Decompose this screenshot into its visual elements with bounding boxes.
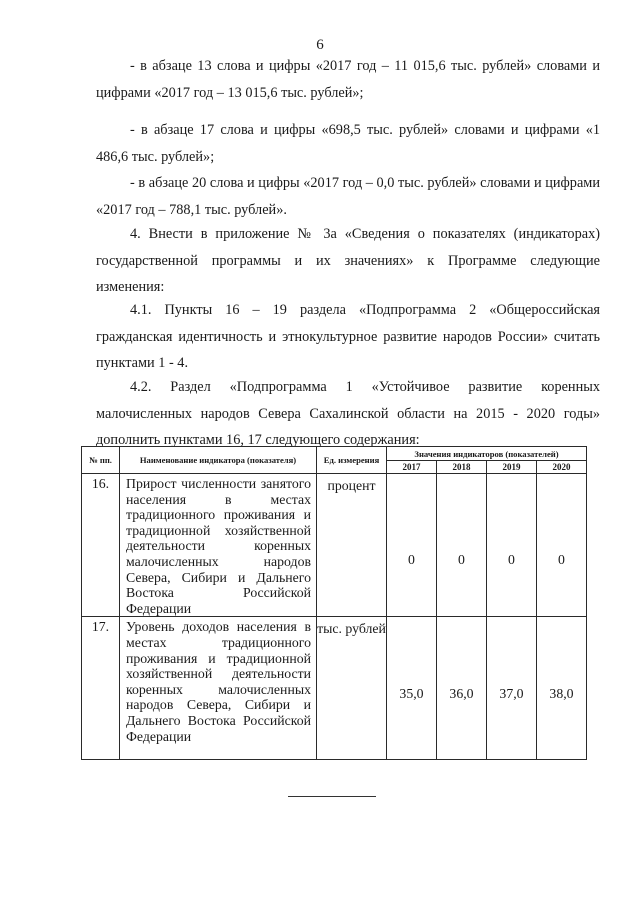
value-cell: 0 (487, 474, 537, 617)
paragraph-clause-20 (96, 170, 600, 223)
table-row (82, 474, 587, 617)
paragraph-item-4 (96, 221, 600, 301)
unit-cell: тыс. рублей (317, 617, 387, 760)
header-unit: Ед. измерения (317, 447, 387, 474)
header-year: 2020 (537, 461, 587, 474)
paragraph-clause-17 (96, 117, 600, 170)
indicators-table (81, 446, 587, 760)
value-cell: 37,0 (487, 617, 537, 760)
header-num: № пп. (82, 447, 120, 474)
header-year: 2017 (387, 461, 437, 474)
paragraph-text: - в абзаце 17 слова и цифры «698,5 тыс. рублей» словами и цифрами «1 486,6 тыс. рублей»; (96, 122, 600, 165)
indicator-name: Уровень доходов населения в местах традиционного проживания и традиционной хозяйственной деятельности коренных малочисленных народов Севера, Сибири и Дальнего Востока Российской Федерации (120, 617, 317, 760)
value-cell: 0 (537, 474, 587, 617)
header-year: 2019 (487, 461, 537, 474)
page-number: 6 (316, 37, 324, 53)
footer-divider (288, 796, 376, 797)
paragraph-clause-13 (96, 53, 600, 106)
header-values-group: Значения индикаторов (показателей) (387, 447, 587, 461)
paragraph-text: 4.2. Раздел «Подпрограмма 1 «Устойчивое развитие коренных малочисленных народов Севера Сахалинской области на 2015 - 2020 годы» дополнить пунктами 16, 17 следующего содержания: (96, 379, 600, 448)
paragraph-text: 4. Внести в приложение № 3а «Сведения о показателях (индикаторах) государственной программы и их значениях» к Программе следующие изменения: (96, 226, 600, 295)
value-cell: 0 (437, 474, 487, 617)
value-cell: 35,0 (387, 617, 437, 760)
paragraph-text: - в абзаце 13 слова и цифры «2017 год – 11 015,6 тыс. рублей» словами и цифрами «2017 год – 13 015,6 тыс. рублей»; (96, 58, 600, 101)
header-year: 2018 (437, 461, 487, 474)
paragraph-text: 4.1. Пункты 16 – 19 раздела «Подпрограмма 2 «Общероссийская гражданская идентичность и этнокультурное развитие народов России» считать пунктами 1 - 4. (96, 302, 600, 371)
table-row (82, 617, 587, 760)
row-number: 17. (82, 617, 120, 760)
indicator-name: Прирост численности занятого населения в местах традиционного проживания и традиционной хозяйственной деятельности коренных малочисленных народов Севера, Сибири и Дальнего Востока Российской Федерации (120, 474, 317, 617)
unit-cell: процент (317, 474, 387, 617)
value-cell: 38,0 (537, 617, 587, 760)
paragraph-text: - в абзаце 20 слова и цифры «2017 год – 0,0 тыс. рублей» словами и цифрами «2017 год – 788,1 тыс. рублей». (96, 175, 600, 218)
row-number: 16. (82, 474, 120, 617)
paragraph-item-4-1 (96, 297, 600, 377)
paragraph-item-4-2 (96, 374, 600, 454)
header-indicator-name: Наименование индикатора (показателя) (120, 447, 317, 474)
value-cell: 0 (387, 474, 437, 617)
value-cell: 36,0 (437, 617, 487, 760)
